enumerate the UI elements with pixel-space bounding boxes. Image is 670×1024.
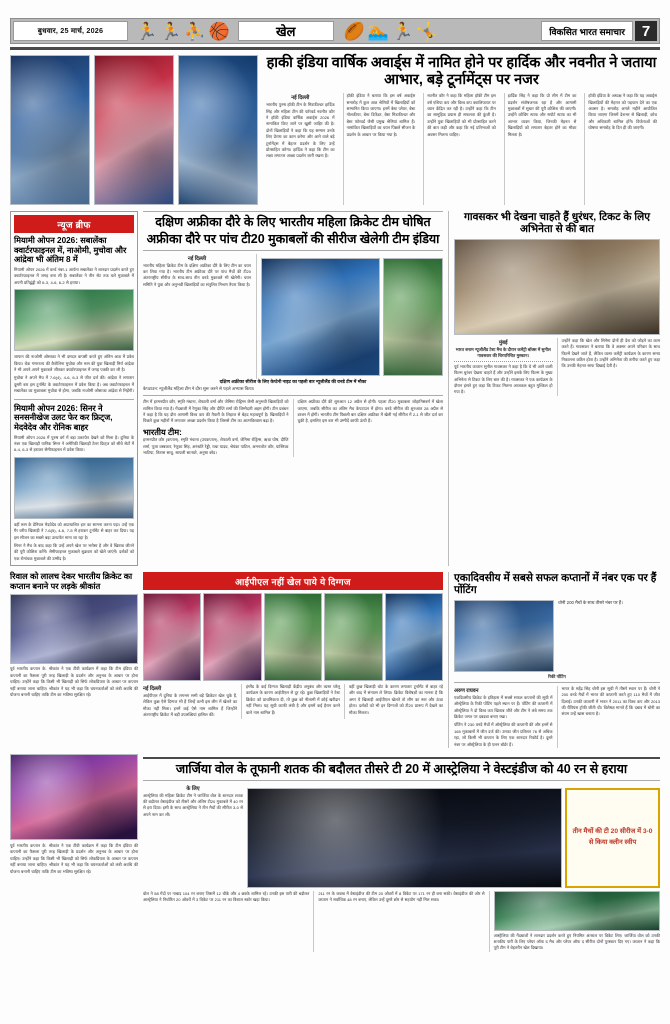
gavaskar-photo-caption: भारत बनाम न्यूजीलैंड टेस्ट मैच के दौरान कमेंट्री बॉक्स में सुनील गावसकर की चिरपरिचित मुस्कान।: [455, 346, 551, 358]
news-brief-label: न्यूज ब्रीफ: [14, 215, 134, 233]
masthead-brand: विकसित भारत समाचार: [541, 21, 633, 41]
athletes-group-icon: 🏃: [136, 21, 158, 41]
ponting-col1-text: एकदिवसीय क्रिकेट के इतिहास में सबसे सफल कप्तानों की सूची में ऑस्ट्रेलिया के रिकी पोंटिंग पहले स्थान पर हैं। पोंटिंग की कप्तानी में ऑस्ट्रेलिया ने दो विश्व कप खिताब जीते और टीम ने लंबे समय तक क्रिकेट जगत पर दबदबा बनाए रखा।: [454, 694, 553, 719]
masthead-date: बुधवार, 25 मार्च, 2026: [13, 21, 128, 41]
bottom-story-callout: [565, 788, 660, 888]
ponting-column-2: [557, 686, 661, 748]
india-women-cricket-team-photo: [261, 258, 380, 376]
top-story-col5-text: हॉकी इंडिया के अध्यक्ष ने कहा कि यह अवार्ड्स खिलाड़ियों की मेहनत को पहचान देने का एक अवसर है। समारोह अगले महीने आयोजित किया जाएगा जिसमें देशभर से खिलाड़ी, कोच और अधिकारी शामिल होंगे। विजेताओं की घोषणा समारोह के दिन ही की जाएगी।: [588, 93, 657, 131]
ponting-note: धोनी 200 मैचों के साथ तीसरे नंबर पर हैं।: [558, 599, 623, 605]
gayle-batting-photo: [143, 593, 201, 681]
bottom-band: [10, 754, 660, 952]
ipl-col1-text: आईपीएल में दुनिया के लगभग सभी बड़े क्रिकेटर खेल चुके हैं, लेकिन कुछ ऐसे दिग्गज भी हैं जिन्हें कभी इस लीग में खेलने का मौका नहीं मिला। इनमें कई ऐसे नाम शामिल हैं जिन्होंने अंतरराष्ट्रीय क्रिकेट में बड़ी उपलब्धियां हासिल कीं।: [143, 693, 237, 718]
page-number: 7: [635, 21, 657, 41]
top-story-col2-text: हॉकी इंडिया ने बताया कि इस वर्ष अवार्ड्स समारोह में कुल आठ श्रेणियों में खिलाड़ियों को सम्मानित किया जाएगा। इनमें बेस्ट प्लेयर, बेस्ट गोलकीपर, बेस्ट डिफेंडर, बेस्ट मिडफील्डर और बेस्ट फॉरवर्ड जैसी प्रमुख श्रेणियां शामिल हैं। नामांकित खिलाड़ियों का चयन पिछले सीजन के प्रदर्शन के आधार पर किया गया है।: [346, 93, 416, 137]
main-band: [10, 211, 660, 566]
ipl-story: [143, 572, 443, 748]
news-brief-item-1-text-3: मुचोवा ने अपने मैच में 7-6(4), 4-6, 6-3 से जीत दर्ज की। आंद्रेवा ने लगातार दूसरी बार इस टूर्नामेंट के क्वार्टरफाइनल में प्रवेश किया है। अब क्वार्टरफाइनल में सबालेंका का मुकाबला मुचोवा से होगा, जबकि नाओमी ओसाका आंद्रेवा से भिड़ेंगी।: [14, 375, 134, 394]
news-brief-item-2-text-1: मियामी ओपन 2026 में पुरुष वर्ग में बड़ा उलटफेर देखने को मिला है। दुनिया के नंबर एक खिलाड़ी यानिक सिनर ने अमेरिकी खिलाड़ी टेलर फ्रिट्ज को सीधे सेटों में 6-4, 6-3 से हराकर सेमीफाइनल में प्रवेश किया।: [14, 434, 134, 453]
hockey-match-photo: [178, 55, 258, 205]
mid-story-column-a: [143, 399, 289, 456]
mid-story-byline: नई दिल्ली: [187, 255, 207, 262]
bottom-story-photos: [247, 788, 660, 888]
ipl-photos: [143, 593, 443, 681]
ipl-col2-text: इंग्लैंड के कई दिग्गज खिलाड़ी केंद्रीय अनुबंध और व्यस्त घरेलू कार्यक्रम के कारण आईपीएल से दूर रहे। कुछ खिलाड़ियों ने टेस्ट क्रिकेट को प्राथमिकता दी, तो कुछ को नीलामी में कोई खरीदार नहीं मिला। यह सूची काफी लंबी है और इसमें कई हैरान करने वाले नाम शामिल हैं।: [246, 684, 340, 715]
mid-story-top-rule: [143, 211, 443, 212]
ipl-column-1: [143, 684, 237, 719]
news-brief-divider-1: [14, 399, 134, 400]
mid-story-col2-text: टीम में हरमनप्रीत कौर, स्मृति मंधाना, शेफाली वर्मा और जेमिमा रोड्रिग्स जैसी अनुभवी खिलाड़ियों को शामिल किया गया है। गेंदबाजी में रेणुका सिंह और दीप्ति शर्मा की जिम्मेदारी अहम होगी। टीम प्रबंधन ने कहा है कि यह दौरा आगामी विश्व कप की तैयारी के लिहाज से बेहद महत्वपूर्ण है। खिलाड़ियों ने पिछले कुछ महीनों में लगातार अच्छा प्रदर्शन किया है जिससे टीम का आत्मविश्वास बढ़ा है।: [143, 399, 289, 424]
mid-story-caption-sub: केपटाउन: न्यूजीलैंड महिला टीम ने दौरा शुरू करने से पहले अभ्यास किया।: [143, 386, 255, 392]
bottom-story-intro: आस्ट्रेलिया की महिला क्रिकेट टीम ने जार्जिया वोल के शानदार शतक की बदौलत वेस्टइंडीज को तीसरे और अंतिम टी20 मुकाबले में 40 रन से हरा दिया। इसी के साथ आस्ट्रेलिया ने तीन मैचों की सीरीज 3-0 से अपने नाम कर ली।: [143, 792, 243, 817]
mid-story-column-b: [293, 399, 444, 456]
mid-story-headline-line-1: दक्षिण अफ्रीका दौरे के लिए भारतीय महिला क्रिकेट टीम घोषित: [155, 215, 431, 229]
masthead-icons-left: [130, 21, 236, 41]
news-brief-column: [10, 211, 138, 566]
mid-story-column: [143, 211, 443, 566]
top-story-columns: [263, 93, 660, 205]
ipl-section-label: आईपीएल नहीं खेल पाये ये दिग्गज: [143, 572, 443, 590]
masthead: [10, 18, 660, 44]
test-player-photo: [264, 593, 322, 681]
mid-story-headline-line-2: अफ्रीका दौरे पर पांच टी20 मुकाबलों की सीरीज खेलेगी टीम इंडिया: [146, 231, 440, 246]
gavaskar-column-1: [454, 338, 553, 396]
mid-story-squad-label: भारतीय टीम:: [143, 427, 182, 437]
news-brief-item-2-text-3: सिनर ने मैच के बाद कहा कि उन्हें अपने खेल पर भरोसा है और वे खिताब जीतने की पूरी कोशिश करेंगे। सेमीफाइनल मुकाबले शुक्रवार को खेले जाएंगे। दर्शकों को एक रोमांचक मुकाबले की उम्मीद है।: [14, 542, 134, 561]
news-brief-item-2[interactable]: [14, 404, 134, 563]
bottom-left-filler: [10, 754, 138, 952]
top-story-byline: नई दिल्ली: [291, 95, 310, 102]
gavaskar-caption-rule: [454, 361, 553, 362]
bottom-story-rule: [143, 780, 660, 781]
gavaskar-col2-text: उन्होंने कहा कि खेल और सिनेमा दोनों ही देश को जोड़ने का काम करते हैं। गावसकर ने बताया कि वे अक्सर अपने परिवार के साथ फिल्में देखने जाते हैं, लेकिन व्यस्त कमेंट्री कार्यक्रम के कारण समय निकालना कठिन होता है। उन्होंने अभिनेता की तारीफ करते हुए कहा कि उनकी मेहनत साफ दिखाई देती है।: [561, 337, 660, 369]
news-brief-item-2-headline: मियामी ओपन 2026: सिनर ने सनसनीखेज उलट फेर कर फ्रिट्ज, मेदवेदेव और रोनिक बाहर: [14, 403, 113, 432]
ponting-column-1: [454, 686, 553, 748]
bottom-story-col1-text: वोल ने 58 गेंदों पर नाबाद 104 रन बनाए जिसमें 12 चौके और 4 छक्के शामिल रहे। उनकी इस पारी की बदौलत आस्ट्रेलिया ने निर्धारित 20 ओवरों में 3 विकेट पर 211 रन का विशाल स्कोर खड़ा किया।: [143, 890, 310, 903]
gavaskar-story-column: [448, 211, 660, 566]
mid-story-caption-rule: [143, 395, 443, 396]
top-story-photos: [10, 55, 258, 205]
srikkanth-panel-photo: [10, 594, 138, 664]
masthead-section-title: खेल: [238, 21, 334, 41]
bottom-story-column-1: [143, 891, 309, 952]
royal-team-photo: [10, 754, 138, 840]
top-story-col1-text: भारतीय पुरुष हॉकी टीम के मिडफील्डर हार्दिक सिंह और महिला टीम की फॉरवर्ड नवनीत कौर ने हॉकी इंडिया वार्षिक अवार्ड्स 2026 में नामांकित किए जाने पर खुशी जाहिर की है। दोनों खिलाड़ियों ने कहा कि यह सम्मान उनके लिए प्रेरणा का काम करेगा और आने वाले बड़े टूर्नामेंट्स में बेहतर प्रदर्शन के लिए उन्हें प्रोत्साहित करेगा। हार्दिक ने कहा कि टीम का लक्ष्य लगातार अच्छा प्रदर्शन जारी रखना है।: [266, 102, 335, 159]
cricket-crowd-photo: [203, 593, 261, 681]
news-brief-item-3-headline: रिवाल को लालच देकर भारतीय क्रिकेट का कप्तान बनाने पर लड़के श्रीकांत: [10, 572, 133, 591]
hurdler-icon: 🏃: [392, 21, 414, 41]
ipl-byline: नई दिल्ली: [143, 686, 162, 693]
masthead-icons-right: [336, 21, 444, 41]
top-story-column-4: [504, 93, 580, 205]
mid-story-squad-text: हरमनप्रीत कौर (कप्तान), स्मृति मंधाना (उपकप्तान), शेफाली वर्मा, जेमिमा रोड्रिग्स, ऋचा घोष, दीप्ति शर्मा, पूजा वस्त्रकार, रेणुका सिंह, अरुंधति रेड्डी, राधा यादव, श्रेयंका पाटिल, अमनजोत कौर, यास्तिका भाटिया, तितास साधु, सायली सातघरे, अनुषा बरेड।: [143, 437, 289, 456]
top-story-col4-text: हार्दिक सिंह ने कहा कि प्रो लीग में टीम का प्रदर्शन संतोषजनक रहा है और आगामी मुकाबलों में सुधार की पूरी कोशिश की जाएगी। उन्होंने कोचिंग स्टाफ और सपोर्ट स्टाफ का भी आभार व्यक्त किया, जिनकी मेहनत से खिलाड़ियों को लगातार बेहतर होने का मौका मिलता है।: [507, 93, 577, 137]
gavaskar-col1-text: पूर्व भारतीय कप्तान सुनील गावसकर ने कहा है कि वे भी आने वाली फिल्म धुरंधर देखना चाहते हैं और उन्होंने इसके लिए फिल्म के मुख्य अभिनेता से टिकट के लिए बात की है। गावसकर ने एक कार्यक्रम के दौरान हंसते हुए कहा कि टिकट मिलना आजकल बहुत मुश्किल हो गया है।: [454, 363, 553, 395]
gavaskar-byline: मुंबई: [498, 339, 508, 346]
ipl-columns: [143, 684, 443, 719]
bottom-left-text: पूर्व भारतीय कप्तान के. श्रीकांत ने एक टीवी कार्यक्रम में कहा कि टीम इंडिया की कप्तानी का फैसला पूरी तरह खिलाड़ी के प्रदर्शन और अनुभव के आधार पर होना चाहिए। उन्होंने कहा कि किसी भी खिलाड़ी को सिर्फ लोकप्रियता के आधार पर कप्तान नहीं बनाया जाना चाहिए। श्रीकांत ने यह भी कहा कि चयनकर्ताओं को लंबी अवधि की योजना बनानी चाहिए ताकि टीम का भविष्य सुरक्षित रहे।: [10, 842, 138, 874]
sprinter-icon: ⛹: [184, 21, 206, 41]
top-story-column-2: [343, 93, 419, 205]
mid-story-photos: [261, 258, 443, 376]
second-band: [10, 572, 660, 748]
top-story-headline: हाकी इंडिया वार्षिक अवार्ड्स में नामित होने पर हार्दिक और नवनीत ने जताया आभार, बड़े टूर्नामेंट्स पर नजर: [266, 55, 657, 89]
bottom-story-col3-text: आस्ट्रेलिया की गेंदबाजों ने शानदार प्रदर्शन करते हुए नियमित अंतराल पर विकेट लिए। जार्जिया वोल को उनकी शतकीय पारी के लिए प्लेयर ऑफ द मैच और प्लेयर ऑफ द सीरीज दोनों पुरस्कार दिए गए। कप्तान ने कहा कि पूरी टीम ने बेहतरीन खेल दिखाया।: [493, 932, 660, 951]
news-brief-item-3[interactable]: [10, 572, 138, 748]
hockey-player-action-photo: [10, 55, 90, 205]
ponting-photo-caption: रिकी पोंटिंग: [548, 673, 566, 679]
bottom-story-top-rule: [143, 757, 660, 759]
sabalenka-tennis-photo: [14, 289, 134, 351]
gavaskar-column-2: [557, 338, 661, 396]
top-story-column-3: [423, 93, 499, 205]
bottom-story: [143, 754, 660, 952]
news-brief-item-1-headline: मियामी ओपन 2026: सबालेंका क्वार्टरफाइनल में, नाओमी, मुचोवा और आंद्रेवा भी अंतिम 8 में: [14, 236, 127, 265]
masthead-spacer: [445, 21, 539, 41]
bowler-action-photo: [324, 593, 382, 681]
ponting-col3-text: भारत के महेंद्र सिंह धोनी इस सूची में तीसरे स्थान पर हैं। धोनी ने 200 वनडे मैचों में भारत की कप्तानी करते हुए 110 मैचों में जीत दिलाई। उनकी कप्तानी में भारत ने 2011 का विश्व कप और 2013 की चैंपियंस ट्रॉफी जीती थी। विशेषज्ञ मानते हैं कि दबाव में धोनी का संयम उन्हें खास बनाता है।: [561, 685, 660, 717]
gavaskar-headline: गावसकर भी देखना चाहते हैं धुरंधर, टिकट के लिए अभिनेता से की बात: [463, 211, 651, 236]
bottom-story-column-3: [489, 891, 660, 952]
mid-story-col3-text: दक्षिण अफ्रीका दौरे की शुरुआत 12 अप्रैल से होगी। पहला टी20 मुकाबला जोहानिसबर्ग में खेला जाएगा, जबकि सीरीज का अंतिम मैच केपटाउन में होगा। वनडे सीरीज की शुरुआत 28 अप्रैल से डरबन में होगी। भारतीय टीम पिछली बार दक्षिण अफ्रीका में खेली गई सीरीज में 2-1 से जीत दर्ज कर चुकी है, इसलिए इस बार भी उम्मीदें काफी ऊंची हैं।: [297, 399, 443, 424]
ipl-column-3: [344, 684, 443, 719]
ponting-col2-text: पोंटिंग ने 230 वनडे मैचों में ऑस्ट्रेलिया की कप्तानी की और इनमें से 165 मुकाबलों में जीत दर्ज की। उनका जीत प्रतिशत 76 से अधिक रहा, जो किसी भी कप्तान के लिए एक शानदार रिकॉर्ड है। दूसरे नंबर पर ऑस्ट्रेलिया के ही एलन बॉर्डर हैं।: [454, 722, 553, 747]
ponting-header-row: [454, 600, 660, 672]
gavaskar-columns: [454, 338, 660, 396]
top-story-text: [263, 55, 660, 205]
cricket-fielding-action-photo: [383, 258, 443, 376]
news-brief-item-1-text-2: जापान की नाओमी ओसाका ने भी दमदार वापसी करते हुए अंतिम आठ में प्रवेश किया। चेक गणराज्य की कैरोलिना मुचोवा और रूस की युवा खिलाड़ी मिर्रा आंद्रेवा ने भी अपने-अपने मुकाबले जीतकर क्वार्टरफाइनल में जगह पक्की कर ली है।: [14, 354, 134, 372]
team-sport-icon: 🏀: [208, 21, 230, 41]
top-story: [10, 55, 660, 205]
bottom-story-column-2: [313, 891, 484, 952]
hockey-women-team-photo: [94, 55, 174, 205]
runner-icon: 🏃: [160, 21, 182, 41]
ponting-headline: एकादिवसीय में सबसे सफल कप्तानों में नंबर एक पर हैं पोंटिंग: [454, 572, 657, 597]
sinner-tennis-photo: [14, 457, 134, 519]
news-brief-item-3-text: पूर्व भारतीय कप्तान के. श्रीकांत ने एक टीवी कार्यक्रम में कहा कि टीम इंडिया की कप्तानी का फैसला पूरी तरह खिलाड़ी के प्रदर्शन और अनुभव के आधार पर होना चाहिए। उन्होंने कहा कि किसी भी खिलाड़ी को सिर्फ लोकप्रियता के आधार पर कप्तान नहीं बनाया जाना चाहिए। श्रीकांत ने यह भी कहा कि चयनकर्ताओं को लंबी अवधि की योजना बनानी चाहिए ताकि टीम का भविष्य सुरक्षित रहे।: [10, 666, 138, 697]
bottom-story-col2-text: 211 रन के जवाब में वेस्टइंडीज की टीम 20 ओवरों में 8 विकेट पर 171 रन ही बना सकी। वेस्टइंडीज की ओर से कप्तान ने सर्वाधिक 48 रन बनाए, लेकिन उन्हें दूसरे छोर से सहयोग नहीं मिल सका।: [318, 890, 485, 903]
mid-story-columns: [143, 399, 443, 456]
news-brief-item-1-text-1: मियामी ओपन 2026 में वर्ल्ड नंबर-1 आर्यना सबालेंका ने शानदार प्रदर्शन करते हुए क्वार्टरफाइनल में जगह बना ली है। सबालेंका ने तीन सेट तक चले मुकाबले में अपनी प्रतिद्वंद्वी को 6-3, 4-6, 6-2 से हराया।: [14, 267, 134, 285]
mid-story-caption: दक्षिण अफ्रीका सीरीज के लिए केप्टेनी नाइट का पहली बार न्यूजीलैंड की वनडे टीम में मौका: [219, 378, 367, 384]
news-brief-item-2-text-2: वहीं रूस के डेनियल मेदवेदेव को अप्रत्याशित हार का सामना करना पड़ा। उन्हें एक गैर वरीय खिलाड़ी ने 7-6(5), 4-6, 7-5 से हराकर टूर्नामेंट से बाहर कर दिया। यह इस सीजन का सबसे बड़ा उलटफेर माना जा रहा है।: [14, 521, 134, 540]
top-story-col3-text: नवनीत कौर ने कहा कि महिला हॉकी टीम इस वर्ष एशिया कप और विश्व कप क्वालिफायर पर ध्यान केंद्रित कर रही है। उन्होंने कहा कि टीम का सामूहिक प्रयास ही सफलता की कुंजी है। उन्होंने युवा खिलाड़ियों को भी प्रोत्साहित करने की बात कही और कहा कि नई प्रतिभाओं को अवसर मिलना चाहिए।: [427, 93, 496, 137]
bottom-story-headline: जार्जिया वोल के तूफानी शतक की बदौलत तीसरे टी 20 में आस्ट्रेलिया ने वेस्टइंडीज को 40 रन से हराया: [175, 761, 628, 776]
fielder-photo: [385, 593, 443, 681]
ponting-columns: [454, 686, 660, 748]
bottom-story-byline: के लिए: [186, 785, 200, 792]
ponting-byline: अरुण राघवन: [454, 687, 479, 694]
ponting-story: [448, 572, 660, 748]
mid-story-col1-text: भारतीय महिला क्रिकेट टीम के दक्षिण अफ्रीका दौरे के लिए टीम का चयन कर लिया गया है। भारतीय टीम अफ्रीका दौरे पर पांच मैचों की टी20 अंतरराष्ट्रीय सीरीज के साथ-साथ तीन वनडे मुकाबले भी खेलेगी। चयन समिति ने युवा और अनुभवी खिलाड़ियों का संतुलित मिश्रण तैयार किया है।: [143, 262, 251, 287]
ponting-rule: [454, 682, 660, 683]
ponting-cap-photo: [454, 600, 554, 672]
night-match-batting-photo: [247, 788, 562, 888]
bottom-story-columns: [143, 891, 660, 952]
top-story-column-5: [584, 93, 660, 205]
top-story-column-1: [263, 93, 338, 205]
gymnast-icon: 🤸: [416, 21, 438, 41]
diver-icon: 🏊: [367, 21, 390, 41]
masthead-rule: [10, 47, 660, 50]
bottom-story-callout-text: तीन मैचों की टी 20 सीरीज में 3-0 से किया क्लीन स्वीप: [572, 828, 653, 846]
javelin-icon: 🏉: [343, 21, 365, 41]
ipl-col3-text: वहीं कुछ खिलाड़ी चोट के कारण लगातार टूर्नामेंट से बाहर रहे और बाद में संन्यास ले लिया। क्रिकेट विशेषज्ञों का मानना है कि अगर ये खिलाड़ी आईपीएल खेलते तो लीग का स्तर और ऊंचा होता। दर्शकों को भी इन दिग्गजों को टी20 प्रारूप में देखने का मौका मिलता।: [349, 684, 443, 715]
women-cricket-action-photo: [494, 891, 660, 931]
gavaskar-portrait-photo: [454, 239, 660, 335]
news-brief-item-1[interactable]: [14, 236, 134, 395]
mid-story-rule: [143, 250, 443, 251]
ipl-column-2: [241, 684, 340, 719]
